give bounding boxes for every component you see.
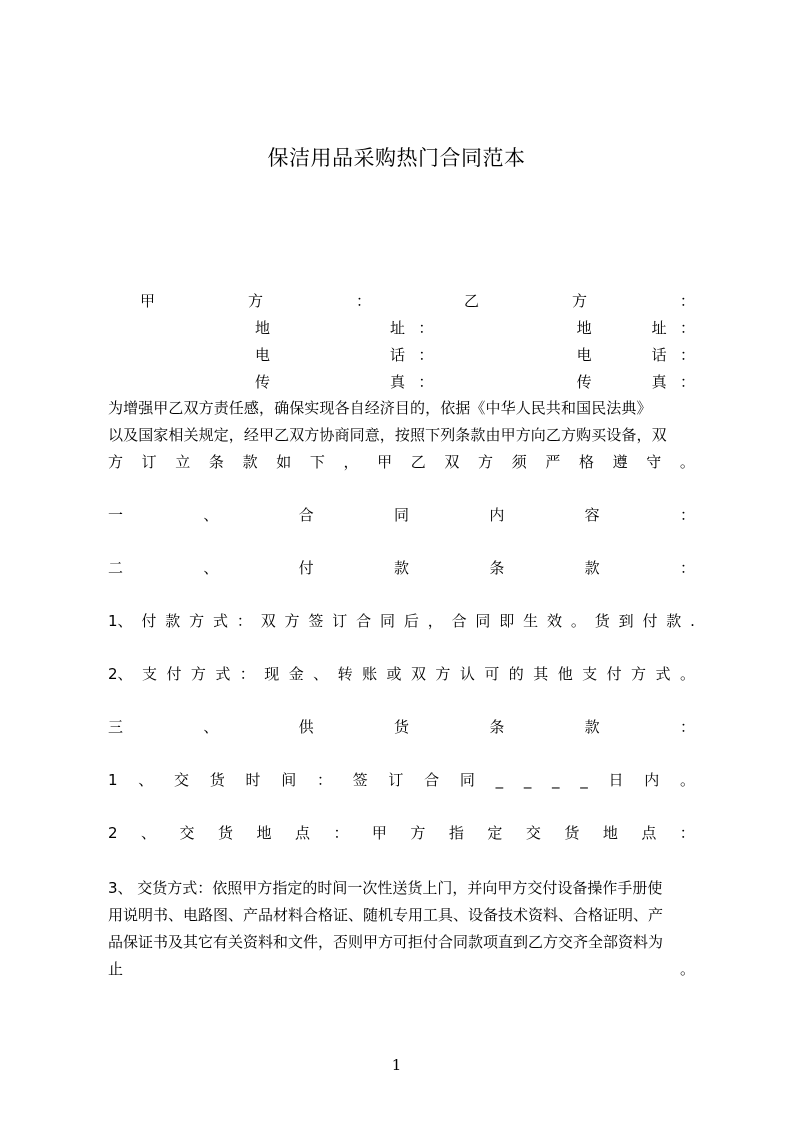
payment-clause-1-char: 合	[451, 612, 467, 630]
address-b-char-2: 址	[651, 319, 667, 337]
intro-line-3-char: 双	[444, 453, 460, 471]
payment-clause-1-char: 同	[475, 612, 491, 630]
phone-line	[255, 345, 695, 365]
party-line	[140, 291, 695, 311]
section-1-char: ：	[679, 506, 695, 524]
payment-clause-1-char: 付	[141, 612, 157, 630]
address-a-char-2: 址	[389, 319, 405, 337]
delivery-clause-2-char: 地	[256, 824, 272, 842]
payment-clause-2-char: 付	[166, 665, 182, 683]
delivery-clause-3-period: 。	[679, 960, 695, 978]
payment-clause-1-char: 到	[618, 612, 634, 630]
payment-clause-2-char: 方	[435, 665, 451, 683]
intro-line-1: 为增强甲乙双方责任感，确保实现各自经济目的，依据《中华人民共和国民法典》	[108, 399, 652, 417]
payment-clause-2-char: 现	[264, 665, 280, 683]
section-2-char: 款	[393, 559, 409, 577]
intro-line-3-char: 订	[141, 453, 157, 471]
section-3-char: 三	[108, 718, 124, 736]
section-3-char: 款	[584, 718, 600, 736]
payment-clause-2-char: 支	[141, 665, 157, 683]
delivery-clause-1-char: 时	[245, 771, 261, 789]
delivery-clause-2-char: 交	[525, 824, 541, 842]
section-2-char: 付	[298, 559, 314, 577]
section-2-heading	[108, 558, 695, 578]
payment-clause-2-char: 或	[386, 665, 402, 683]
address-line	[255, 318, 695, 338]
delivery-clause-2-char: ：	[333, 824, 349, 842]
section-3-char: 条	[489, 718, 505, 736]
delivery-clause-2-char: 指	[448, 824, 464, 842]
payment-clause-1-char: .	[690, 612, 695, 630]
intro-line-3-char: 须	[511, 453, 527, 471]
delivery-clause-2-char: 货	[217, 824, 233, 842]
delivery-clause-1-char: _	[552, 771, 560, 789]
delivery-clause-1-char: 同	[459, 771, 475, 789]
phone-a-char-1: 电	[255, 346, 271, 364]
delivery-clause-2-char: 2	[108, 824, 118, 842]
payment-clause-1-char: 合	[356, 612, 372, 630]
fax-a-char-2: 真	[389, 373, 405, 391]
payment-clause-1-char: ：	[236, 612, 252, 630]
phone-a-colon: ：	[418, 346, 434, 364]
delivery-clause-2-char: 定	[487, 824, 503, 842]
intro-line-2: 以及国家相关规定，经甲乙双方协商同意，按照下列条款由甲方向乙方购买设备，双	[108, 426, 667, 444]
delivery-clause-1-char: 日	[608, 771, 624, 789]
intro-line-3-char: 如	[276, 453, 292, 471]
intro-line-3-char: 。	[679, 453, 695, 471]
payment-clause-2-char: 账	[362, 665, 378, 683]
payment-clause-2-char: 、	[313, 665, 329, 683]
section-3-char: ：	[679, 718, 695, 736]
fax-b-char-1: 传	[576, 373, 592, 391]
party-b-colon: ：	[679, 292, 695, 310]
delivery-clause-1-char: _	[580, 771, 588, 789]
payment-clause-2-char: 其	[533, 665, 549, 683]
payment-clause-1-char: 方	[189, 612, 205, 630]
section-2-char: 、	[203, 559, 219, 577]
address-a-char-1: 地	[255, 319, 271, 337]
party-a-char-1: 甲	[140, 292, 156, 310]
section-1-char: 合	[298, 506, 314, 524]
address-a-colon: ：	[418, 319, 434, 337]
payment-clause-1-char: 后	[403, 612, 419, 630]
intro-line-3-char: 严	[545, 453, 561, 471]
delivery-clause-1	[108, 770, 695, 790]
payment-clause-1-char: 式	[212, 612, 228, 630]
intro-line-3-char: 乙	[410, 453, 426, 471]
fax-line	[255, 372, 695, 392]
delivery-clause-1-char: 交	[174, 771, 190, 789]
address-b-char-1: 地	[576, 319, 592, 337]
section-3-heading	[108, 717, 695, 737]
payment-clause-1-char: 双	[260, 612, 276, 630]
payment-clause-2-char: 他	[557, 665, 573, 683]
payment-clause-1-char: 同	[379, 612, 395, 630]
payment-clause-2-char: 金	[288, 665, 304, 683]
payment-clause-1-char: 签	[308, 612, 324, 630]
payment-clause-1-char: 订	[332, 612, 348, 630]
intro-line-3-char: 守	[646, 453, 662, 471]
fax-b-colon: ：	[679, 373, 695, 391]
delivery-clause-2-char: 方	[410, 824, 426, 842]
party-a-char-2: 方	[247, 292, 263, 310]
payment-clause-1-char: ，	[427, 612, 443, 630]
fax-b-char-2: 真	[651, 373, 667, 391]
delivery-clause-3-end-char: 止	[108, 960, 124, 978]
phone-b-char-1: 电	[576, 346, 592, 364]
party-a-colon: ：	[355, 292, 371, 310]
delivery-clause-2-char: 点	[294, 824, 310, 842]
section-2-char: ：	[679, 559, 695, 577]
delivery-clause-1-char: _	[495, 771, 504, 789]
delivery-clause-1-char: 、	[138, 771, 154, 789]
payment-clause-1-char: 。	[570, 612, 586, 630]
section-2-char: 款	[584, 559, 600, 577]
section-2-char: 二	[108, 559, 124, 577]
section-1-char: 一	[108, 506, 124, 524]
payment-clause-1	[108, 611, 695, 631]
payment-clause-1-char: 货	[594, 612, 610, 630]
delivery-clause-3-line-2: 用说明书、电路图、产品材料合格证、随机专用工具、设备技术资料、合格证明、产	[108, 906, 664, 924]
intro-line-3-char: 甲	[377, 453, 393, 471]
payment-clause-2-char: 认	[459, 665, 475, 683]
payment-clause-2-char: 式	[215, 665, 231, 683]
intro-line-3-char: ，	[343, 453, 359, 471]
intro-line-3-char: 立	[175, 453, 191, 471]
delivery-clause-1-char: 合	[424, 771, 440, 789]
payment-clause-2-char: 。	[679, 665, 695, 683]
delivery-clause-1-char: 1	[108, 771, 118, 789]
section-3-char: 货	[393, 718, 409, 736]
delivery-clause-3-line-1: 3、 交货方式：依照甲方指定的时间一次性送货上门，并向甲方交付设备操作手册使	[108, 879, 663, 897]
intro-line-3-char: 方	[478, 453, 494, 471]
section-3-char: 、	[203, 718, 219, 736]
phone-b-char-2: 话	[651, 346, 667, 364]
section-1-char: 内	[489, 506, 505, 524]
payment-clause-1-char: 方	[284, 612, 300, 630]
intro-line-3-char: 下	[309, 453, 325, 471]
section-1-char: 容	[584, 506, 600, 524]
delivery-clause-1-char: 内	[644, 771, 660, 789]
delivery-clause-2-char: ：	[679, 824, 695, 842]
payment-clause-2-char: 可	[484, 665, 500, 683]
intro-line-3-char: 方	[108, 453, 124, 471]
fax-a-char-1: 传	[255, 373, 271, 391]
fax-a-colon: ：	[418, 373, 434, 391]
payment-clause-1-char: 效	[547, 612, 563, 630]
delivery-clause-2-char: 甲	[371, 824, 387, 842]
payment-clause-1-char: 即	[499, 612, 515, 630]
payment-clause-2-char: 转	[337, 665, 353, 683]
section-1-heading	[108, 505, 695, 525]
party-b-char-1: 乙	[463, 292, 479, 310]
intro-line-3-char: 遵	[612, 453, 628, 471]
payment-clause-1-char: 款	[165, 612, 181, 630]
payment-clause-1-char: 款	[666, 612, 682, 630]
delivery-clause-1-char: 间	[281, 771, 297, 789]
section-1-char: 同	[393, 506, 409, 524]
payment-clause-2-char: 支	[582, 665, 598, 683]
intro-line-3	[108, 452, 695, 472]
delivery-clause-2-char: 点	[641, 824, 657, 842]
delivery-clause-1-char: _	[523, 771, 532, 789]
section-1-char: 、	[203, 506, 219, 524]
delivery-clause-2	[108, 823, 695, 843]
payment-clause-2-char: 付	[606, 665, 622, 683]
payment-clause-2	[108, 664, 695, 684]
page-number: 1	[391, 1056, 402, 1074]
payment-clause-2-char: 方	[631, 665, 647, 683]
delivery-clause-1-char: 。	[679, 771, 695, 789]
address-b-colon: ：	[679, 319, 695, 337]
phone-b-colon: ：	[679, 346, 695, 364]
intro-line-3-char: 条	[208, 453, 224, 471]
party-b-char-2: 方	[571, 292, 587, 310]
payment-clause-2-char: ：	[239, 665, 255, 683]
section-3-char: 供	[298, 718, 314, 736]
delivery-clause-1-char: 货	[209, 771, 225, 789]
delivery-clause-1-char: 签	[352, 771, 368, 789]
payment-clause-2-char: 方	[190, 665, 206, 683]
payment-clause-2-char: 式	[655, 665, 671, 683]
phone-a-char-2: 话	[389, 346, 405, 364]
delivery-clause-2-char: 地	[602, 824, 618, 842]
payment-clause-1-char: 付	[642, 612, 658, 630]
document-title: 保洁用品采购热门合同范本	[267, 146, 526, 170]
payment-clause-2-char: 双	[410, 665, 426, 683]
section-2-char: 条	[489, 559, 505, 577]
payment-clause-1-char: 生	[523, 612, 539, 630]
intro-line-3-char: 格	[578, 453, 594, 471]
delivery-clause-2-char: 交	[179, 824, 195, 842]
delivery-clause-2-char: 、	[141, 824, 157, 842]
delivery-clause-3-line-3: 品保证书及其它有关资料和文件，否则甲方可拒付合同款项直到乙方交齐全部资料为	[108, 933, 664, 951]
payment-clause-2-char: 2、	[108, 665, 133, 683]
intro-line-3-char: 款	[242, 453, 258, 471]
delivery-clause-2-char: 货	[564, 824, 580, 842]
payment-clause-1-char: 1、	[108, 612, 133, 630]
delivery-clause-1-char: 订	[388, 771, 404, 789]
delivery-clause-3-line-4	[108, 959, 695, 979]
payment-clause-2-char: 的	[508, 665, 524, 683]
delivery-clause-1-char: ：	[316, 771, 332, 789]
